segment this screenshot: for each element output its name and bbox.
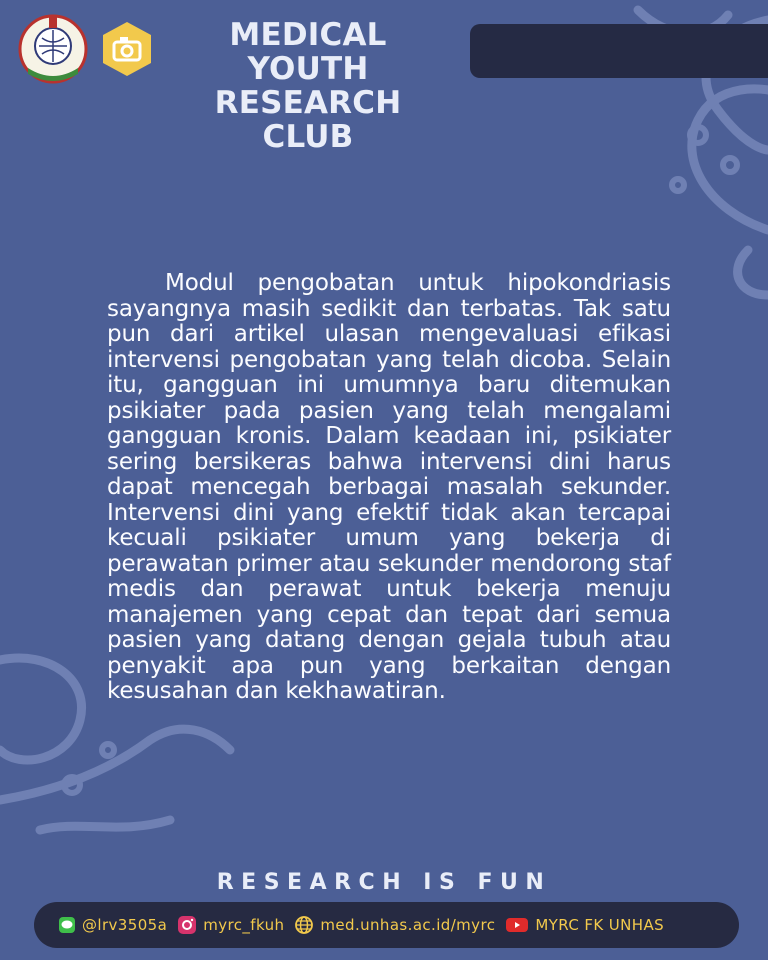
social-youtube[interactable] bbox=[505, 916, 664, 934]
website-url: med.unhas.ac.id/myrc bbox=[320, 916, 496, 934]
university-logo bbox=[16, 12, 90, 86]
club-logo bbox=[98, 20, 156, 78]
line-handle: @lrv3505a bbox=[82, 916, 168, 934]
youtube-icon bbox=[505, 916, 529, 934]
club-title-line1: MEDICAL YOUTH bbox=[229, 17, 387, 87]
social-instagram[interactable] bbox=[177, 915, 284, 935]
club-title-line2: RESEARCH CLUB bbox=[214, 85, 402, 155]
instagram-handle: myrc_fkuh bbox=[203, 916, 285, 934]
article-text: Modul pengobatan untuk hipokondriasis sayangnya masih sedikit dan terbatas. Tak satu pun dari artikel ulasan mengevaluasi efikasi intervensi pengobatan yang telah dicoba. Selain itu, gangguan ini umumnya baru ditemukan psikiater pada pasien yang telah mengalami gangguan kronis. Dalam keadaan ini, psikiater sering bersikeras bahwa intervensi dini harus dapat mencegah berbagai masalah sekunder. Intervensi dini yang efektif tidak akan tercapai kecuali psikiater umum yang bekerja di perawatan primer atau sekunder mendorong staf medis dan perawat untuk bekerja menuju manajemen yang cepat dan tepat dari semua pasien yang datang dengan gejala tubuh atau penyakit apa pun yang berkaitan dengan kesusahan dan kekhawatiran. bbox=[107, 270, 671, 704]
youtube-channel: MYRC FK UNHAS bbox=[535, 916, 665, 934]
social-website[interactable] bbox=[294, 915, 495, 935]
instagram-icon bbox=[177, 915, 197, 935]
footer-social-bar bbox=[34, 902, 739, 948]
globe-icon bbox=[294, 915, 314, 935]
line-icon bbox=[58, 916, 76, 934]
social-line[interactable] bbox=[58, 916, 167, 934]
header-bar bbox=[470, 24, 768, 78]
logos bbox=[16, 12, 156, 86]
slogan: RESEARCH IS FUN bbox=[216, 870, 552, 895]
club-title bbox=[168, 18, 448, 154]
